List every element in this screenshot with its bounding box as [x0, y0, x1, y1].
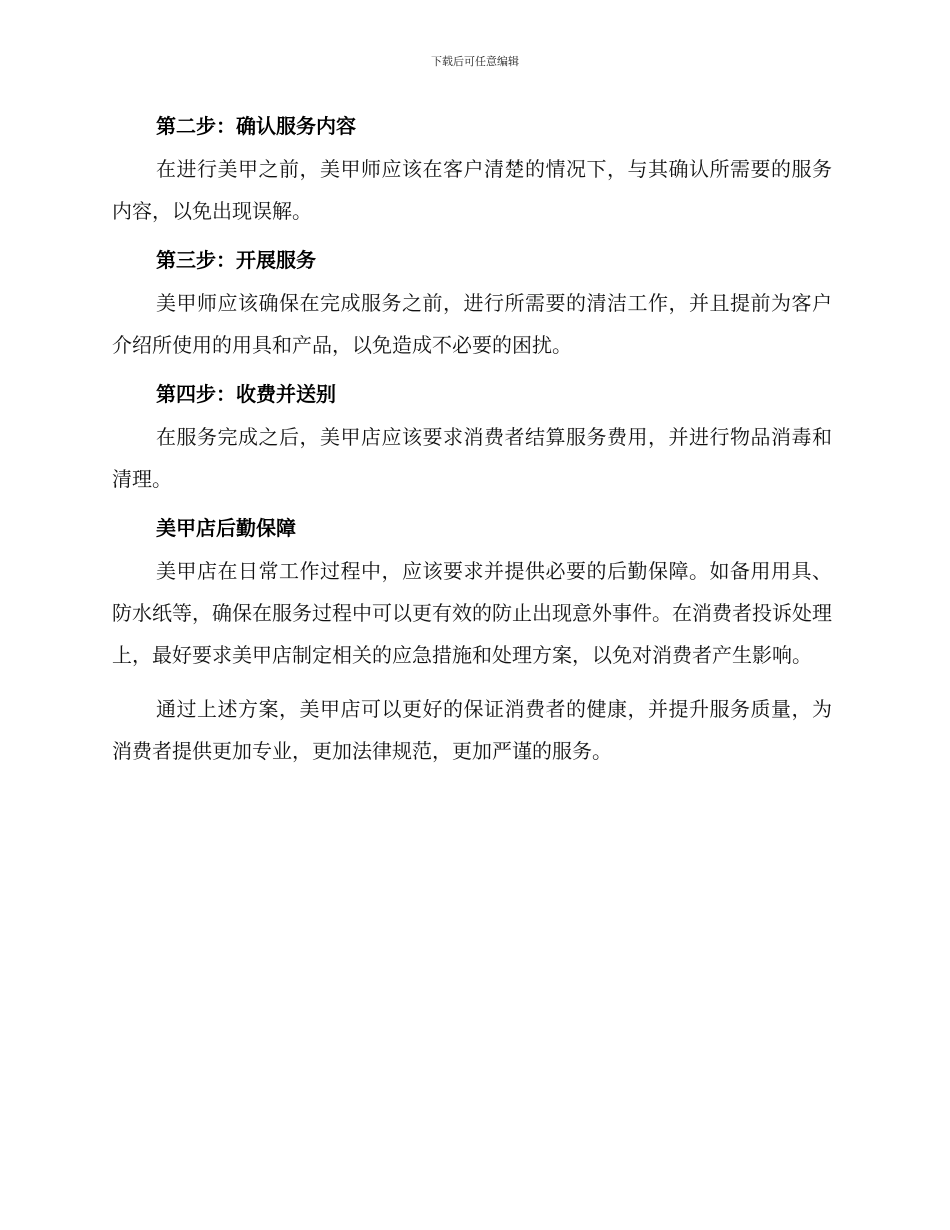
paragraph: 通过上述方案，美甲店可以更好的保证消费者的健康，并提升服务质量，为消费者提供更加专业，更加法律规范，更加严谨的服务。	[112, 697, 832, 763]
paragraph: 在进行美甲之前，美甲师应该在客户清楚的情况下，与其确认所需要的服务内容，以免出现误解。	[112, 157, 832, 223]
paragraph: 美甲店在日常工作过程中，应该要求并提供必要的后勤保障。如备用用具、防水纸等，确保在服务过程中可以更有效的防止出现意外事件。在消费者投诉处理上，最好要求美甲店制定相关的应急措施和处理方案，以免对消费者产生影响。	[112, 559, 832, 667]
section-heading: 第四步：收费并送别	[156, 382, 336, 406]
section-heading: 第二步：确认服务内容	[156, 114, 356, 138]
document-body	[112, 110, 832, 772]
page-header: 下载后可任意编辑	[431, 55, 519, 68]
section-heading: 第三步：开展服务	[156, 248, 316, 272]
section-heading: 美甲店后勤保障	[156, 516, 296, 540]
paragraph: 在服务完成之后，美甲店应该要求消费者结算服务费用，并进行物品消毒和清理。	[112, 425, 832, 491]
paragraph: 美甲师应该确保在完成服务之前，进行所需要的清洁工作，并且提前为客户介绍所使用的用具和产品，以免造成不必要的困扰。	[112, 291, 832, 357]
